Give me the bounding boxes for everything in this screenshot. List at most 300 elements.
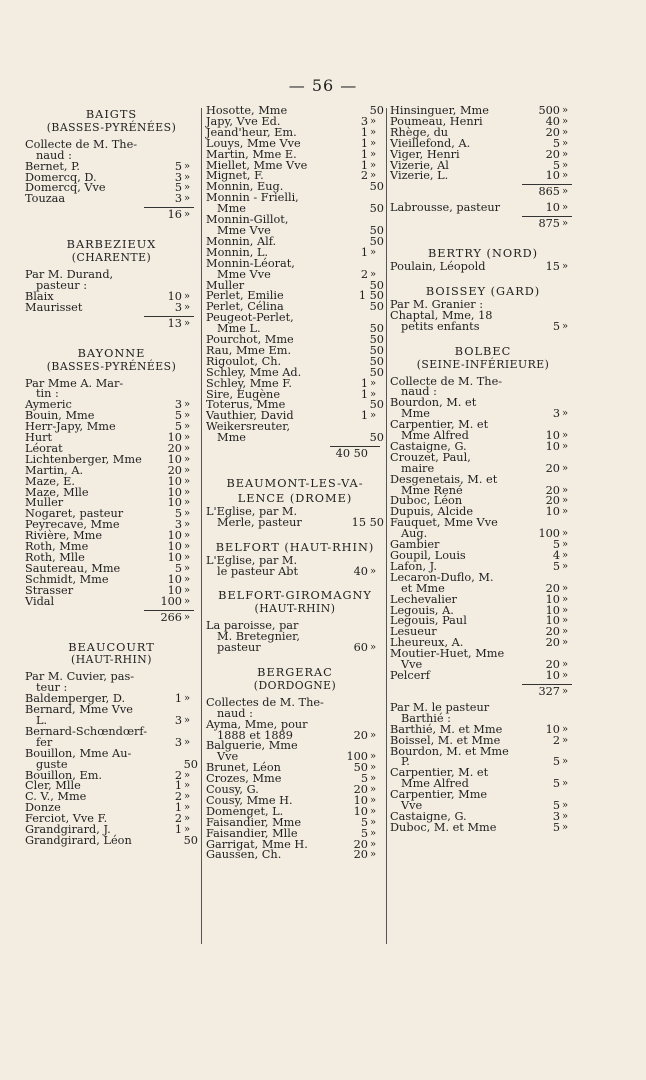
entry-amount: 1 <box>174 823 182 837</box>
entry-suffix: » <box>184 595 191 607</box>
entry-suffix: » <box>184 552 191 563</box>
entry-amount: 1 <box>174 779 182 793</box>
entry-amount: 50 <box>369 223 384 237</box>
section-subheading: (SEINE-INFÉRIEURE) <box>416 357 550 371</box>
entry-amount: 5 <box>360 815 368 829</box>
entry-amount: 40 <box>353 564 368 578</box>
subtotal-amount: 875 <box>538 217 560 231</box>
entry-suffix: » <box>370 126 377 138</box>
entry-amount: 1 <box>174 692 182 706</box>
entry-amount: 10 <box>545 614 560 628</box>
entry-suffix: » <box>370 246 377 258</box>
entry-name: Lichtenberger, Mme <box>25 452 142 466</box>
entry-suffix: » <box>370 377 377 389</box>
entry-amount: 50 <box>183 757 198 771</box>
entry-name: Monnin - Frielli, <box>206 191 299 205</box>
entry-amount: 5 <box>174 409 182 423</box>
entry-name: Faisandier, Mme <box>206 815 302 829</box>
entry-suffix: » <box>370 794 377 806</box>
subtotal-suffix: » <box>562 186 569 198</box>
entry-name: Muller <box>25 496 64 510</box>
entry-suffix: » <box>562 582 569 594</box>
entry-name: Mme <box>217 431 246 445</box>
section-subheading: (BASSES-PYRÉNÉES) <box>46 359 177 373</box>
subtotal <box>390 216 576 231</box>
entry-name: Collecte de M. The- <box>25 137 138 151</box>
entry-amount: 10 <box>545 592 560 606</box>
entry-name: Domercq, Vve <box>25 181 106 195</box>
section-subheading: (BASSES-PYRÉNÉES) <box>46 120 177 134</box>
entry-suffix: » <box>562 261 569 273</box>
entry-name: Par M. Durand, <box>25 268 114 282</box>
entry-name: La paroisse, par <box>206 619 299 633</box>
entry-suffix: » <box>370 838 377 850</box>
entry-amount: 3 <box>174 713 182 727</box>
column-divider <box>386 108 387 944</box>
column-divider <box>201 108 202 944</box>
entry-suffix: » <box>184 813 191 825</box>
section-heading: BELFORT-GIROMAGNY <box>218 589 372 603</box>
entry-name: Aymeric <box>25 398 72 412</box>
entry-amount: 10 <box>167 583 182 597</box>
entry-name: naud : <box>401 385 437 399</box>
entry-suffix: » <box>184 693 191 705</box>
entry-suffix: » <box>370 268 377 280</box>
entry-amount: 20 <box>545 636 560 650</box>
entry-suffix: » <box>184 573 191 585</box>
entry-amount: 50 <box>369 180 384 194</box>
entry-suffix: » <box>562 528 569 540</box>
entry-name: Gambier <box>390 538 440 552</box>
entry-amount: 5 <box>552 319 560 333</box>
entry-amount: 50 <box>369 322 384 336</box>
entry-name: Barthié : <box>401 711 451 725</box>
entry-suffix: » <box>184 421 191 433</box>
entry-name: Monnin, Alf. <box>206 234 277 248</box>
entry-name: Japy, Vve Ed. <box>206 114 281 128</box>
section-heading: BEAUCOURT <box>68 640 155 654</box>
entry-suffix: » <box>562 593 569 605</box>
entry-suffix: » <box>370 773 377 785</box>
spacer <box>25 629 198 639</box>
entry-amount: 50 <box>369 343 384 357</box>
entry-name: Maze, Mlle <box>25 485 89 499</box>
subtotal-suffix: » <box>184 317 191 329</box>
entry-name: Hurt <box>25 431 53 445</box>
entry-name: Poulain, Léopold <box>390 260 486 274</box>
entry-name: Mme L. <box>217 322 261 336</box>
entry-name: Nogaret, pasteur <box>25 507 124 521</box>
entry-name: Rau, Mme Em. <box>206 343 292 357</box>
entry-name: Chaptal, Mme, 18 <box>390 308 493 322</box>
entry-amount: 1 <box>360 125 368 139</box>
entry-amount: 10 <box>167 431 182 445</box>
entry-amount: 20 <box>545 461 560 475</box>
entry-amount: 1 <box>360 409 368 423</box>
entry-suffix: » <box>562 734 569 746</box>
entry-suffix: » <box>370 751 377 763</box>
entry-amount: 2 <box>174 812 182 826</box>
entry-amount: 10 <box>167 289 182 303</box>
entry-amount: 50 <box>369 278 384 292</box>
entry-amount: 20 <box>545 494 560 508</box>
entry-amount: 10 <box>545 722 560 736</box>
entry-amount: 50 <box>369 354 384 368</box>
entry-name: Maze, E. <box>25 474 75 488</box>
entry-name: fer <box>36 735 53 749</box>
entry-suffix: » <box>562 626 569 638</box>
entry-row <box>206 564 384 578</box>
entry-suffix: » <box>184 399 191 411</box>
entry-amount: 2 <box>174 790 182 804</box>
entry-amount: 15 50 <box>351 515 384 529</box>
entry-suffix: » <box>370 816 377 828</box>
entry-name: Labrousse, pasteur <box>390 201 501 215</box>
entry-name: Boissel, M. et Mme <box>390 733 501 747</box>
entry-name: Lheureux, A. <box>390 636 464 650</box>
entry-name: Muller <box>206 278 245 292</box>
entry-suffix: » <box>370 849 377 861</box>
entry-amount: 5 <box>552 538 560 552</box>
entry-amount: 100 <box>160 594 182 608</box>
entry-suffix: » <box>562 810 569 822</box>
entry-name: Rivière, Mme <box>25 529 103 543</box>
entry-amount: 10 <box>545 439 560 453</box>
entry-suffix: » <box>184 791 191 803</box>
entry-name: Bernet, P. <box>25 159 80 173</box>
entry-name: Faisandier, Mlle <box>206 826 298 840</box>
entry-suffix: » <box>184 160 191 172</box>
entry-suffix: » <box>562 126 569 138</box>
entry-name: Mme Alfred <box>401 777 469 791</box>
entry-amount: 1 <box>360 158 368 172</box>
section-subheading: (CHARENTE) <box>71 251 152 265</box>
column-1 <box>25 106 198 847</box>
section-heading: BAYONNE <box>77 346 146 360</box>
entry-suffix: » <box>562 495 569 507</box>
entry-name: Par M. Granier : <box>390 297 484 311</box>
subtotal <box>25 207 198 222</box>
entry-amount: 10 <box>545 169 560 183</box>
entry-suffix: » <box>562 800 569 812</box>
entry-name: Donze <box>25 801 61 815</box>
entry-suffix: » <box>562 539 569 551</box>
entry-suffix: » <box>184 182 191 194</box>
spacer <box>390 235 576 245</box>
section-subheading: (HAUT-RHIN) <box>254 602 336 616</box>
entry-suffix: » <box>562 484 569 496</box>
entry-name: Mme <box>401 407 430 421</box>
entry-name: Balguerie, Mme <box>206 739 298 753</box>
entry-amount: 1 <box>360 245 368 259</box>
entry-suffix: » <box>184 541 191 553</box>
entry-name: pasteur <box>217 641 261 655</box>
entry-row <box>206 433 384 444</box>
entry-name: Monnin-Gillot, <box>206 213 289 227</box>
entry-suffix: » <box>562 320 569 332</box>
entry-name: Pourchot, Mme <box>206 333 294 347</box>
entry-amount: 3 <box>174 518 182 532</box>
subtotal-amount: 13 <box>167 316 182 330</box>
entry-suffix: » <box>184 530 191 542</box>
entry-name: Mignet, F. <box>206 169 264 183</box>
entry-suffix: » <box>370 148 377 160</box>
entry-name: Bernard-Schœndœrf- <box>25 724 148 738</box>
entry-name: Bouin, Mme <box>25 409 95 423</box>
spacer <box>206 529 384 539</box>
entry-amount: 20 <box>545 483 560 497</box>
entry-amount: 20 <box>353 837 368 851</box>
entry-suffix: » <box>184 714 191 726</box>
subtotal-suffix: » <box>184 611 191 623</box>
entry-row <box>390 171 576 182</box>
entry-amount: 10 <box>545 429 560 443</box>
entry-name: Rigoulot, Ch. <box>206 354 282 368</box>
entry-suffix: » <box>370 410 377 422</box>
subtotal-amount: 327 <box>538 684 560 698</box>
entry-suffix: » <box>370 565 377 577</box>
entry-suffix: » <box>184 519 191 531</box>
section-heading: BERTRY (NORD) <box>427 247 539 261</box>
entry-name: Schmidt, Mme <box>25 572 109 586</box>
entry-name: C. V., Mme <box>25 790 87 804</box>
entry-amount: 10 <box>167 485 182 499</box>
entry-name: Cousy, G. <box>206 783 259 797</box>
entry-name: Legouis, Paul <box>390 614 467 628</box>
entry-name: Garrigat, Mme H. <box>206 837 308 851</box>
subtotal-suffix: » <box>184 209 191 221</box>
spacer <box>25 335 198 345</box>
entry-name: Vizerie, Al <box>390 158 449 172</box>
entry-name: Par M. Cuvier, pas- <box>25 670 135 684</box>
entry-name: Par M. le pasteur <box>390 700 490 714</box>
entry-name: Merle, pasteur <box>217 515 302 529</box>
entry-amount: 50 <box>353 761 368 775</box>
entry-amount: 10 <box>167 474 182 488</box>
entry-name: Ayma, Mme, pour <box>206 717 308 731</box>
entry-name: Poumeau, Henri <box>390 114 483 128</box>
entry-row <box>25 594 198 608</box>
entry-amount: 3 <box>174 735 182 749</box>
entry-amount: 1 <box>360 376 368 390</box>
entry-amount: 3 <box>174 192 182 206</box>
entry-suffix: » <box>562 604 569 616</box>
entry-row <box>25 300 198 314</box>
entry-suffix: » <box>562 170 569 182</box>
entry-name: Lafon, J. <box>390 559 437 573</box>
entry-amount: 10 <box>353 804 368 818</box>
entry-suffix: » <box>562 148 569 160</box>
entry-suffix: » <box>184 824 191 836</box>
subtotal <box>25 610 198 625</box>
entry-name: Fauquet, Mme Vve <box>390 516 498 530</box>
section-heading: BERGERAC <box>257 665 333 679</box>
entry-name: tin : <box>36 387 59 401</box>
spacer <box>390 273 576 283</box>
entry-suffix: » <box>184 193 191 205</box>
entry-suffix: » <box>370 388 377 400</box>
entry-name: Martin, Mme E. <box>206 147 297 161</box>
entry-suffix: » <box>370 115 377 127</box>
entry-suffix: » <box>184 475 191 487</box>
column-3 <box>390 106 576 834</box>
entry-name: Martin, A. <box>25 463 84 477</box>
spacer <box>206 577 384 587</box>
entry-name: Cousy, Mme H. <box>206 793 293 807</box>
entry-suffix: » <box>562 105 569 116</box>
subtotal <box>390 684 576 699</box>
entry-name: Domercq, D. <box>25 170 97 184</box>
entry-name: Viger, Henri <box>390 147 460 161</box>
entry-name: Léorat <box>25 441 63 455</box>
entry-suffix: » <box>184 301 191 313</box>
entry-name: Barthié, M. et Mme <box>390 722 503 736</box>
entry-name: Bourdon, M. et Mme <box>390 744 509 758</box>
entry-name: Sire, Eugène <box>206 387 281 401</box>
entry-name: Crouzet, Paul, <box>390 450 471 464</box>
entry-name: Domenget, L. <box>206 804 284 818</box>
section-heading: BOISSEY (GARD) <box>425 285 541 299</box>
entry-amount: 50 <box>369 202 384 216</box>
entry-suffix: » <box>370 805 377 817</box>
entry-row <box>390 820 576 834</box>
section-heading: BELFORT (HAUT-RHIN) <box>215 540 375 554</box>
entry-amount: 2 <box>360 169 368 183</box>
entry-amount: 5 <box>360 826 368 840</box>
entry-name: Sautereau, Mme <box>25 561 121 575</box>
entry-amount: 60 <box>353 641 368 655</box>
entry-name: guste <box>36 757 68 771</box>
entry-name: pasteur : <box>36 278 88 292</box>
entry-suffix: » <box>370 827 377 839</box>
entry-amount: 10 <box>353 793 368 807</box>
entry-suffix: » <box>184 171 191 183</box>
subtotal-suffix: » <box>562 218 569 230</box>
entry-name: Bouillon, Mme Au- <box>25 746 132 760</box>
section-heading: BOLBEC <box>454 344 512 358</box>
entry-row <box>25 833 198 847</box>
subtotal <box>206 446 384 461</box>
entry-suffix: » <box>562 659 569 671</box>
entry-amount: 5 <box>174 420 182 434</box>
entry-amount: 10 <box>545 201 560 215</box>
subtotal-amount: 40 50 <box>335 447 368 461</box>
entry-amount: 5 <box>174 507 182 521</box>
entry-suffix: » <box>562 137 569 149</box>
entry-suffix: » <box>184 453 191 465</box>
entry-suffix: » <box>184 802 191 814</box>
entry-suffix: » <box>562 202 569 214</box>
entry-suffix: » <box>562 440 569 452</box>
entry-name: Grandgirard, Léon <box>25 833 132 847</box>
entry-suffix: » <box>562 723 569 735</box>
entry-amount: 10 <box>545 668 560 682</box>
entry-name: Bourdon, M. et <box>390 396 477 410</box>
entry-suffix: » <box>184 442 191 454</box>
entry-suffix: » <box>562 756 569 768</box>
section-subheading: (HAUT-RHIN) <box>71 653 152 667</box>
entry-amount: 20 <box>545 658 560 672</box>
entry-name: teur : <box>36 681 68 695</box>
entry-amount: 10 <box>545 505 560 519</box>
spacer <box>206 654 384 664</box>
entry-name: Legouis, A. <box>390 603 454 617</box>
entry-name: Carpentier, M. et <box>390 418 489 432</box>
entry-name: Crozes, Mme <box>206 772 282 786</box>
entry-suffix: » <box>184 497 191 509</box>
entry-name: Par Mme A. Mar- <box>25 376 124 390</box>
entry-suffix: » <box>184 508 191 520</box>
entry-name: Gaussen, Ch. <box>206 848 282 862</box>
entry-amount: 100 <box>346 750 368 764</box>
entry-name: Grandgirard, J. <box>25 823 111 837</box>
entry-name: Mme René <box>401 483 463 497</box>
entry-name: Brunet, Léon <box>206 761 281 775</box>
entry-name: Perlet, Emilie <box>206 289 284 303</box>
entry-suffix: » <box>184 562 191 574</box>
entry-suffix: » <box>184 780 191 792</box>
entry-name: Maurisset <box>25 300 83 314</box>
entry-amount: 4 <box>552 549 560 562</box>
entry-name: maire <box>401 461 435 475</box>
subtotal-amount: 16 <box>167 208 182 222</box>
entry-amount: 3 <box>552 809 560 823</box>
entry-name: Peyrecave, Mme <box>25 518 120 532</box>
entry-suffix: » <box>562 615 569 627</box>
entry-amount: 20 <box>545 147 560 161</box>
subtotal-amount: 266 <box>160 610 182 624</box>
subtotal <box>25 316 198 331</box>
entry-name: Ferciot, Vve F. <box>25 812 108 826</box>
entry-row <box>390 319 576 333</box>
entry-name: Mme Vve <box>217 223 271 237</box>
entry-name: Hinsinguer, Mme <box>390 104 489 117</box>
entry-name: le pasteur Abt <box>217 564 299 578</box>
entry-name: L'Eglise, par M. <box>206 504 298 518</box>
entry-row <box>206 643 384 654</box>
entry-amount: 5 <box>552 755 560 769</box>
entry-name: L. <box>36 713 48 727</box>
entry-name: Peugeot-Perlet, <box>206 311 294 325</box>
entry-row <box>390 668 576 682</box>
page-number: — 56 — <box>288 76 358 95</box>
entry-name: L'Eglise, par M. <box>206 553 298 567</box>
entry-amount: 1 50 <box>358 289 384 303</box>
entry-amount: 20 <box>353 783 368 797</box>
entry-amount: 3 <box>552 407 560 421</box>
entry-suffix: » <box>562 669 569 681</box>
entry-name: Desgenetais, M. et <box>390 472 498 486</box>
spacer <box>206 465 384 475</box>
entry-suffix: » <box>370 170 377 182</box>
entry-suffix: » <box>370 159 377 171</box>
entry-amount: 5 <box>360 772 368 786</box>
entry-amount: 2 <box>174 768 182 782</box>
entry-amount: 5 <box>552 799 560 813</box>
entry-name: Lechevalier <box>390 592 457 606</box>
entry-amount: 1 <box>174 801 182 815</box>
entry-name: Baldemperger, D. <box>25 692 126 706</box>
entry-name: et Mme <box>401 581 445 595</box>
entry-name: P. <box>401 755 410 769</box>
entry-name: Castaigne, G. <box>390 809 467 823</box>
entry-name: petits enfants <box>401 319 480 333</box>
entry-suffix: » <box>562 115 569 127</box>
entry-amount: 50 <box>369 300 384 314</box>
entry-suffix: » <box>562 408 569 420</box>
entry-amount: 20 <box>167 463 182 477</box>
entry-amount: 1 <box>360 387 368 401</box>
